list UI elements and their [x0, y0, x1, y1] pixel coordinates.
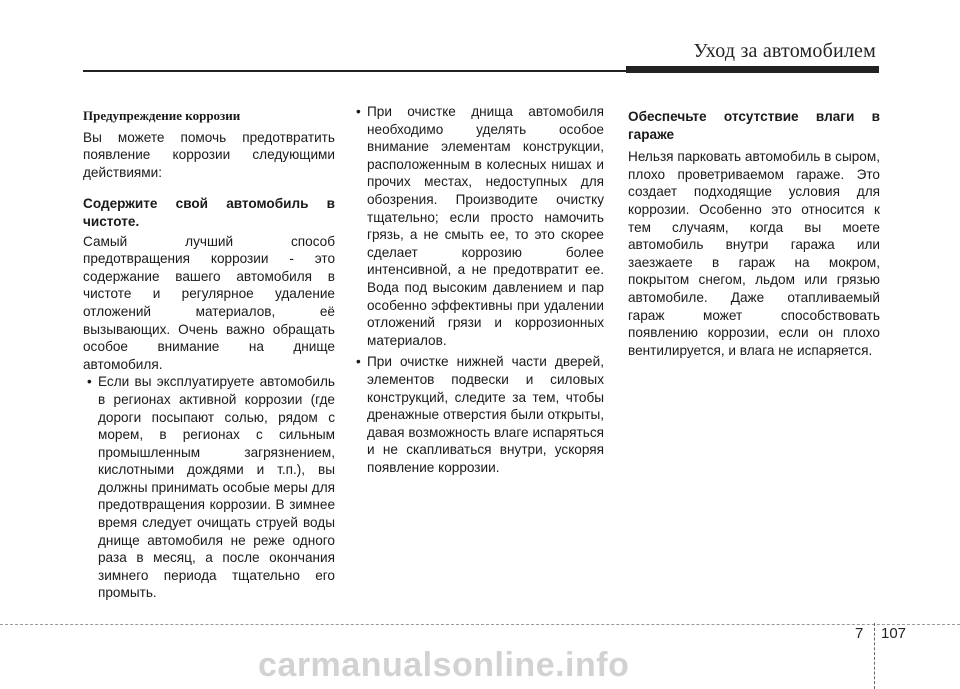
corrosion-heading: Предупреждение коррозии — [83, 108, 241, 123]
garage-heading: Обеспечьте отсутствие влаги в гараже — [628, 109, 880, 142]
column-middle — [352, 103, 604, 476]
column-left — [83, 107, 335, 602]
garage-paragraph: Нельзя парковать автомобиль в сыром, плохо проветриваемом гараже. Это создает подходящие условия для коррозии. Особенно это относится к тем случаям, когда вы моете автомобиль внутри гаража или заезжаете в гараж на мокром, покрытом снегом, льдом или грязью автомобиле. Даже отапливаемый гараж может способствовать появлению коррозии, если он плохо вентилируется, и влага не испаряется. — [628, 149, 880, 358]
header-rule-thin — [83, 70, 626, 72]
column-right — [628, 108, 880, 359]
keep-clean-heading: Содержите свой автомобиль в чистоте. — [83, 196, 335, 229]
footer-divider — [874, 623, 876, 689]
page-header-title: Уход за автомобилем — [693, 40, 876, 62]
watermark-text: carmanualsonline.info — [258, 646, 630, 684]
footer-rule — [0, 624, 960, 625]
page-number: 107 — [881, 625, 907, 642]
keep-clean-paragraph: Самый лучший способ предотвращения коррозии - это содержание вашего автомобиля в чистоте и регулярное удаление отложений материалов, её вызывающих. Очень важно обращать особое внимание на днище автомобиля. — [83, 233, 335, 372]
list-item: • При очистке нижней части дверей, элементов подвески и силовых конструкций, следите за тем, чтобы дренажные отверстия были открыты, давая возможность влаге испаряться и не скапливаться внутри, ускоряя появление коррозии. — [352, 353, 604, 476]
chapter-number: 7 — [855, 625, 864, 642]
corrosion-intro: Вы можете помочь предотвратить появление коррозии следующими действиями: — [83, 129, 335, 180]
middle-bullet-list — [352, 103, 604, 476]
list-item: • При очистке днища автомобиля необходимо уделять особое внимание элементам конструкции, расположенным в колесных нишах и прочих местах, недоступных для обозрения. Производите очистку тщательно; если просто намочить грязь, а не смыть ее, то это скорее сделает коррозию более интенсивной, а не предотвратит ее. Вода под высоким давлением и пар особенно эффективны при удалении отложений грязи и коррозионных материалов. — [352, 103, 604, 349]
list-item: • Если вы эксплуатируете автомобиль в регионах активной коррозии (где дороги посыпают солью, рядом с морем, в регионах с сильным промышленным загрязнением, кислотными дождями и т.п.), вы должны принимать особые меры для предотвращения коррозии. В зимнее время следует очищать струей воды днище автомобиля не реже одного раза в месяц, а после окончания зимнего периода тщательно его промыть. — [83, 373, 335, 602]
header-rule-thick — [626, 66, 879, 73]
left-bullet-list — [83, 373, 335, 602]
